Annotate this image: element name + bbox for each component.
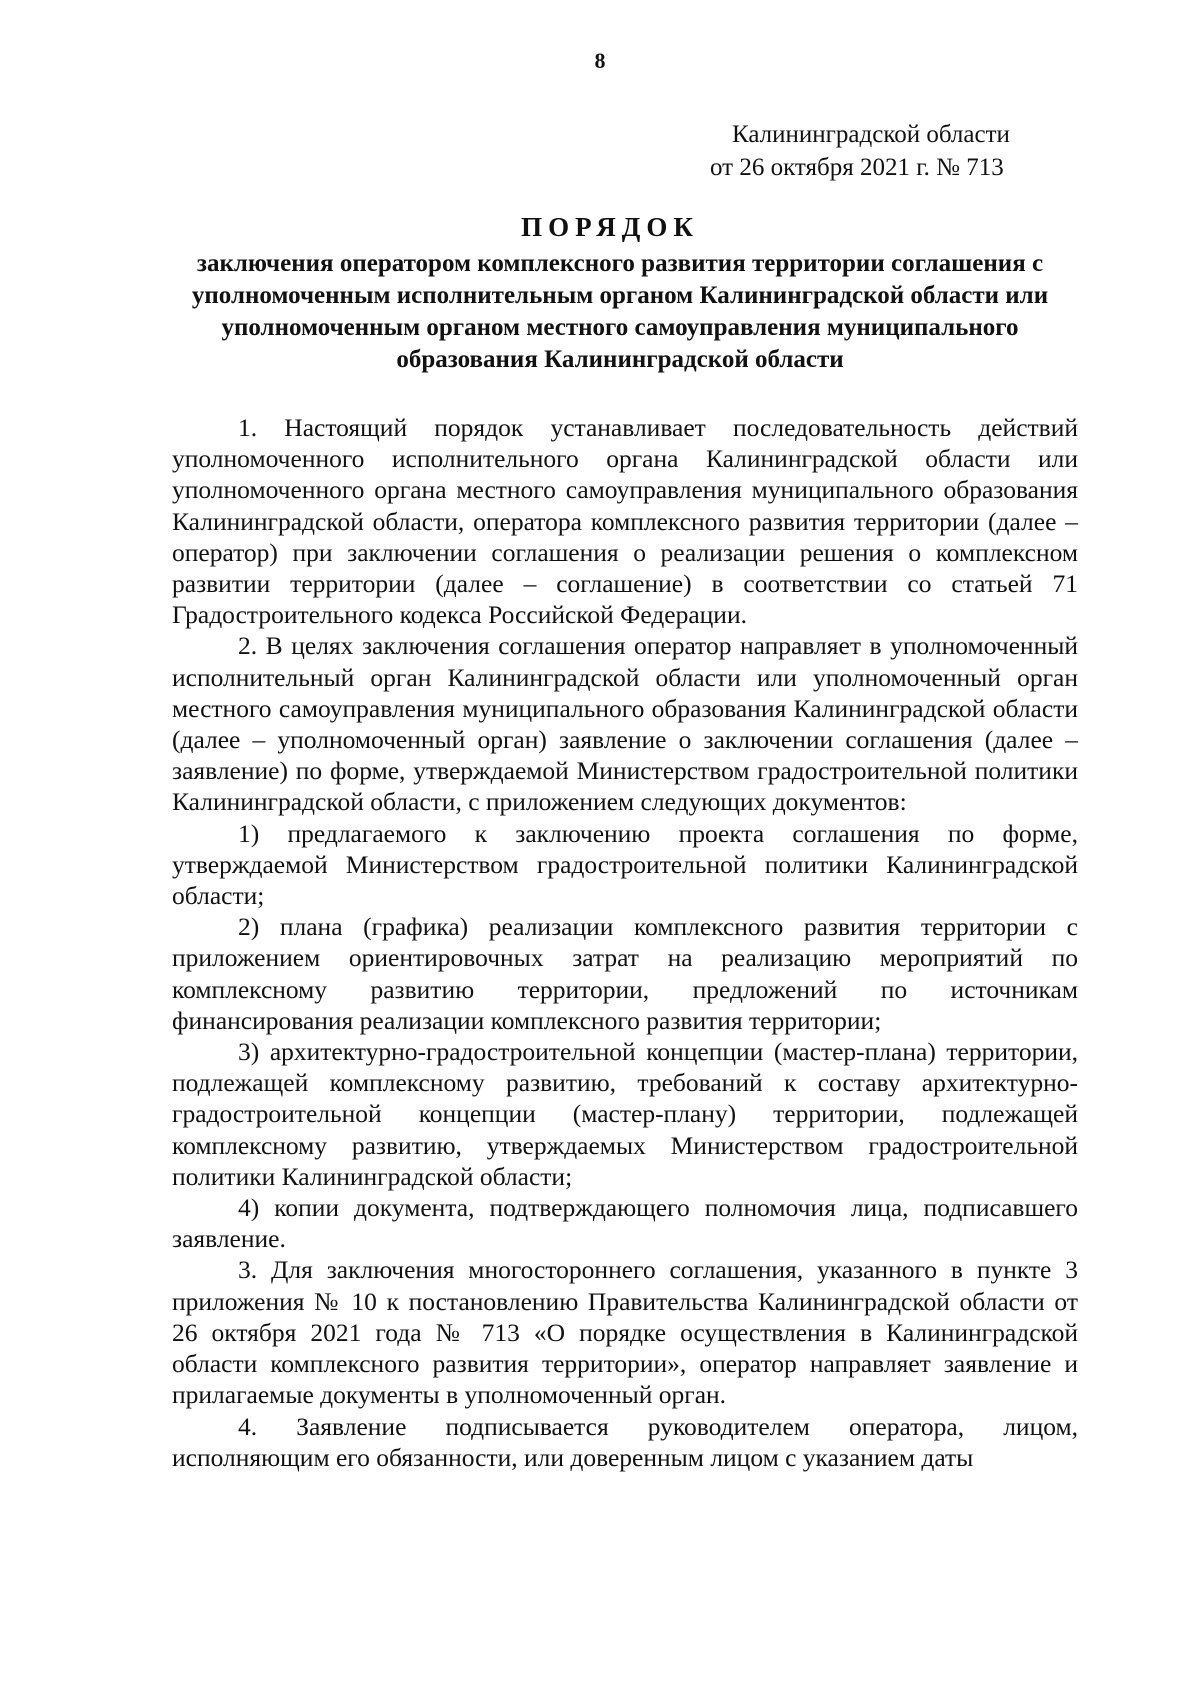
list-item-4: 4) копии документа, подтверждающего полномочия лица, подписавшего заявление. [172,1193,1078,1254]
list-item-2: 2) плана (графика) реализации комплексного развития территории с приложением ориентировочных затрат на реализацию мероприятий по комплексному развитию территории, предложений по источникам финансирования реализации комплексного развития территории; [172,912,1078,1035]
paragraph-3: 3. Для заключения многостороннего соглашения, указанного в пункте 3 приложения № 10 к постановлению Правительства Калининградской области от 26 октября 2021 года № 713 «О порядке осуществления в Калининградской области комплексного развития территории», оператор направляет заявление и прилагаемые документы в уполномоченный орган. [172,1255,1078,1410]
header-date-line: от 26 октября 2021 г. № 713 [710,154,1004,181]
list-item-1: 1) предлагаемого к заключению проекта соглашения по форме, утверждаемой Министерством градостроительной политики Калининградской области; [172,818,1078,911]
document-subtitle: заключения оператором комплексного развития территории соглашения с уполномоченным исполнительным органом Калининградской области или уполномоченным органом местного самоуправления муниципального образования Калининградской области [191,250,1049,373]
paragraph-4: 4. Заявление подписывается руководителем оператора, лицом, исполняющим его обязанности, или доверенным лицом с указанием даты [172,1411,1078,1472]
paragraph-1: 1. Настоящий порядок устанавливает последовательность действий уполномоченного исполнительного органа Калининградской области или уполномоченного органа местного самоуправления муниципального образования Калининградской области, оператора комплексного развития территории (далее – оператор) при заключении соглашения о реализации решения о комплексном развитии территории (далее – соглашение) в соответствии со статьей 71 Градостроительного кодекса Российской Федерации. [172,413,1078,630]
page-number: 8 [594,48,606,73]
document-body [172,412,1078,1473]
document-title: ПОРЯДОК [521,212,699,242]
paragraph-2: 2. В целях заключения соглашения оператор направляет в уполномоченный исполнительный орган Калининградской области или уполномоченный орган местного самоуправления муниципального образования Калининградской области (далее – уполномоченный орган) заявление о заключении соглашения (далее – заявление) по форме, утверждаемой Министерством градостроительной политики Калининградской области, с приложением следующих документов: [172,631,1078,817]
header-region-line: Калининградской области [732,121,1010,148]
list-item-3: 3) архитектурно-градостроительной концепции (мастер-плана) территории, подлежащей комплексному развитию, требований к составу архитектурно-градостроительной концепции (мастер-плану) территории, подлежащей комплексному развитию, утверждаемых Министерством градостроительной политики Калининградской области; [172,1037,1078,1191]
document-header [700,118,1120,184]
